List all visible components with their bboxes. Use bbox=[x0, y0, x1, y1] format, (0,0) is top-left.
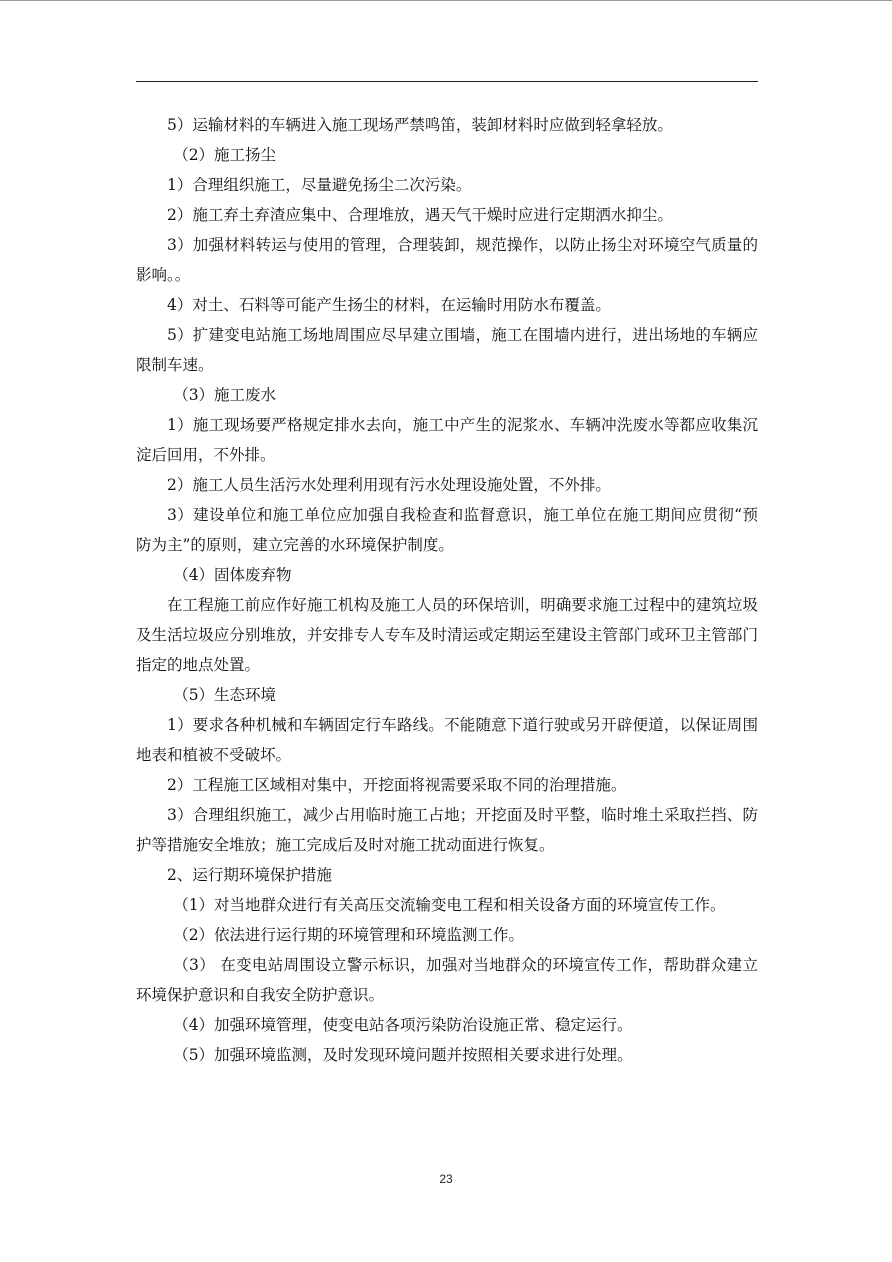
paragraph-dust-2: 2）施工弃土弃渣应集中、合理堆放，遇天气干燥时应进行定期洒水抑尘。 bbox=[167, 206, 673, 224]
heading-solid-waste: （4）固体废弃物 bbox=[173, 566, 292, 584]
paragraph-wastewater-3: 3）建设单位和施工单位应加强自我检查和监督意识，施工单位在施工期间应贯彻“预防为主”的原则，建立完善的水环境保护制度。 bbox=[136, 506, 758, 554]
paragraph-dust-4: 4）对土、石料等可能产生扬尘的材料，在运输时用防水布覆盖。 bbox=[167, 296, 611, 314]
paragraph-dust-3: 3）加强材料转运与使用的管理，合理装卸，规范操作，以防止扬尘对环境空气质量的影响。。 bbox=[136, 236, 758, 284]
heading-construction-dust: （2）施工扬尘 bbox=[173, 146, 277, 164]
paragraph-wastewater-2: 2）施工人员生活污水处理利用现有污水处理设施处置，不外排。 bbox=[167, 476, 611, 494]
paragraph-operation-3: （3） 在变电站周围设立警示标识，加强对当地群众的环境宣传工作，帮助群众建立环境保护意识和自我安全防护意识。 bbox=[136, 956, 758, 1004]
paragraph-ecology-3: 3）合理组织施工，减少占用临时施工占地；开挖面及时平整，临时堆土采取拦挡、防护等措施安全堆放；施工完成后及时对施工扰动面进行恢复。 bbox=[136, 806, 758, 854]
paragraph-wastewater-1: 1）施工现场要严格规定排水去向，施工中产生的泥浆水、车辆冲洗废水等都应收集沉淀后回用，不外排。 bbox=[136, 416, 758, 464]
heading-construction-wastewater: （3）施工废水 bbox=[173, 386, 277, 404]
paragraph-dust-1: 1）合理组织施工，尽量避免扬尘二次污染。 bbox=[167, 176, 472, 194]
paragraph-operation-2: （2）依法进行运行期的环境管理和环境监测工作。 bbox=[173, 926, 525, 944]
document-body bbox=[136, 110, 758, 1070]
paragraph-dust-5: 5）扩建变电站施工场地周围应尽早建立围墙，施工在围墙内进行，进出场地的车辆应限制车速。 bbox=[136, 326, 758, 374]
paragraph-transport-noise: 5）运输材料的车辆进入施工现场严禁鸣笛，装卸材料时应做到轻拿轻放。 bbox=[167, 116, 673, 134]
heading-ecology: （5）生态环境 bbox=[173, 686, 277, 704]
header-rule bbox=[136, 81, 758, 82]
paragraph-ecology-1: 1）要求各种机械和车辆固定行车路线。不能随意下道行驶或另开辟便道，以保证周围地表和植被不受破坏。 bbox=[136, 716, 758, 764]
paragraph-operation-4: （4）加强环境管理，使变电站各项污染防治设施正常、稳定运行。 bbox=[173, 1016, 633, 1034]
page-number: 23 bbox=[439, 1172, 453, 1186]
paragraph-solid-waste: 在工程施工前应作好施工机构及施工人员的环保培训，明确要求施工过程中的建筑垃圾及生活垃圾应分别堆放，并安排专人专车及时清运或定期运至建设主管部门或环卫主管部门指定的地点处置。 bbox=[136, 596, 758, 674]
paragraph-operation-5: （5）加强环境监测，及时发现环境问题并按照相关要求进行处理。 bbox=[173, 1046, 633, 1064]
heading-operation-period: 2、运行期环境保护措施 bbox=[167, 866, 332, 884]
page-top-border bbox=[0, 0, 892, 1]
paragraph-operation-1: （1）对当地群众进行有关高压交流输变电工程和相关设备方面的环境宣传工作。 bbox=[173, 896, 726, 914]
paragraph-ecology-2: 2）工程施工区域相对集中，开挖面将视需要采取不同的治理措施。 bbox=[167, 776, 627, 794]
